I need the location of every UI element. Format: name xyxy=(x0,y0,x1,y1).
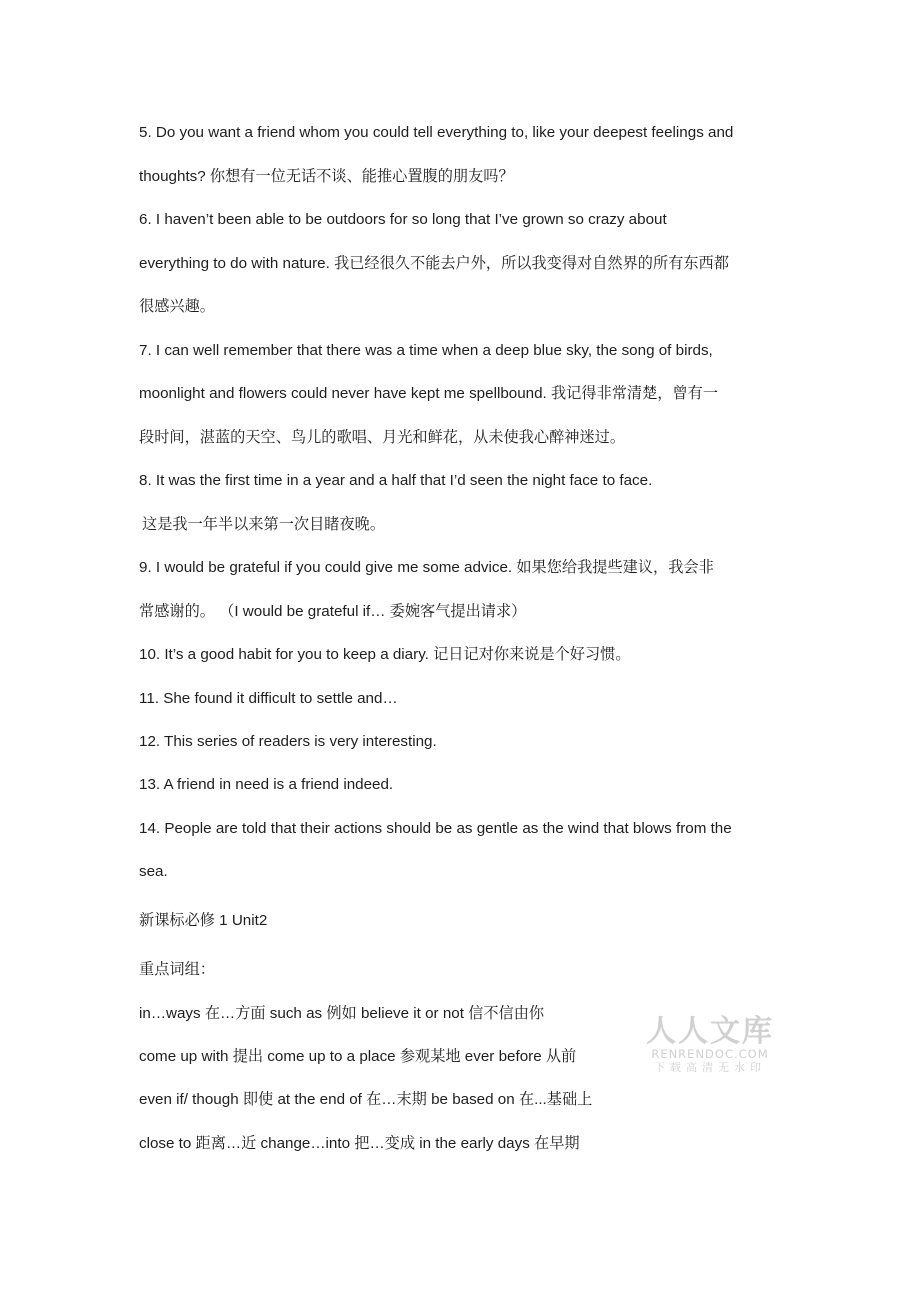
text-line-5-en: 5. Do you want a friend whom you could tell everything to, like your deepest feelings and xyxy=(139,124,734,141)
text-line-8-en: 8. It was the first time in a year and a half that I’d seen the night face to face. xyxy=(139,472,653,489)
text-line-13: 13. A friend in need is a friend indeed. xyxy=(139,776,394,793)
phrase-line-4: close to 距离…近 change…into 把…变成 in the early days 在早期 xyxy=(139,1135,580,1152)
watermark-tagline: 下载高清无水印 xyxy=(654,1061,766,1074)
text-line-5-zh: thoughts? 你想有一位无话不谈、能推心置腹的朋友吗？ xyxy=(139,168,514,185)
text-line-10: 10. It’s a good habit for you to keep a diary. 记日记对你来说是个好习惯。 xyxy=(139,646,631,663)
phrases-heading: 重点词组： xyxy=(139,961,215,978)
text-line-11: 11. She found it difficult to settle and… xyxy=(139,690,398,707)
text-line-7-en: 7. I can well remember that there was a time when a deep blue sky, the song of birds, xyxy=(139,342,713,359)
text-line-6-en: 6. I haven’t been able to be outdoors for so long that I’ve grown so crazy about xyxy=(139,211,667,228)
text-line-14-end: sea. xyxy=(139,863,168,880)
text-line-9-zh: 常感谢的。 （I would be grateful if… 委婉客气提出请求） xyxy=(139,603,527,620)
watermark-subtitle: RENRENDOC.COM xyxy=(651,1047,769,1061)
text-line-6-zh: 很感兴趣。 xyxy=(139,298,215,315)
text-line-8-zh: 这是我一年半以来第一次目睹夜晚。 xyxy=(142,516,385,533)
phrase-line-3: even if/ though 即使 at the end of 在…末期 be based on 在...基础上 xyxy=(139,1091,593,1108)
section-heading: 新课标必修 1 Unit2 xyxy=(139,912,268,929)
text-line-12: 12. This series of readers is very interesting. xyxy=(139,733,437,750)
text-line-9-mixed: 9. I would be grateful if you could give me some advice. 如果您给我提些建议，我会非 xyxy=(139,559,714,576)
text-line-6-mixed: everything to do with nature. 我已经很久不能去户外，所以我变得对自然界的所有东西都 xyxy=(139,255,729,272)
text-line-7-mixed: moonlight and flowers could never have kept me spellbound. 我记得非常清楚，曾有一 xyxy=(139,385,719,402)
text-line-7-zh: 段时间，湛蓝的天空、鸟儿的歌唱、月光和鲜花，从未使我心醉神迷过。 xyxy=(139,429,625,446)
phrase-line-1: in…ways 在…方面 such as 例如 believe it or not 信不信由你 xyxy=(139,1005,545,1022)
text-line-14-en: 14. People are told that their actions should be as gentle as the wind that blows from the xyxy=(139,820,732,837)
watermark-logo xyxy=(646,1016,774,1075)
phrase-line-2: come up with 提出 come up to a place 参观某地 ever before 从前 xyxy=(139,1048,577,1065)
watermark-title: 人人文库 xyxy=(646,1014,774,1049)
